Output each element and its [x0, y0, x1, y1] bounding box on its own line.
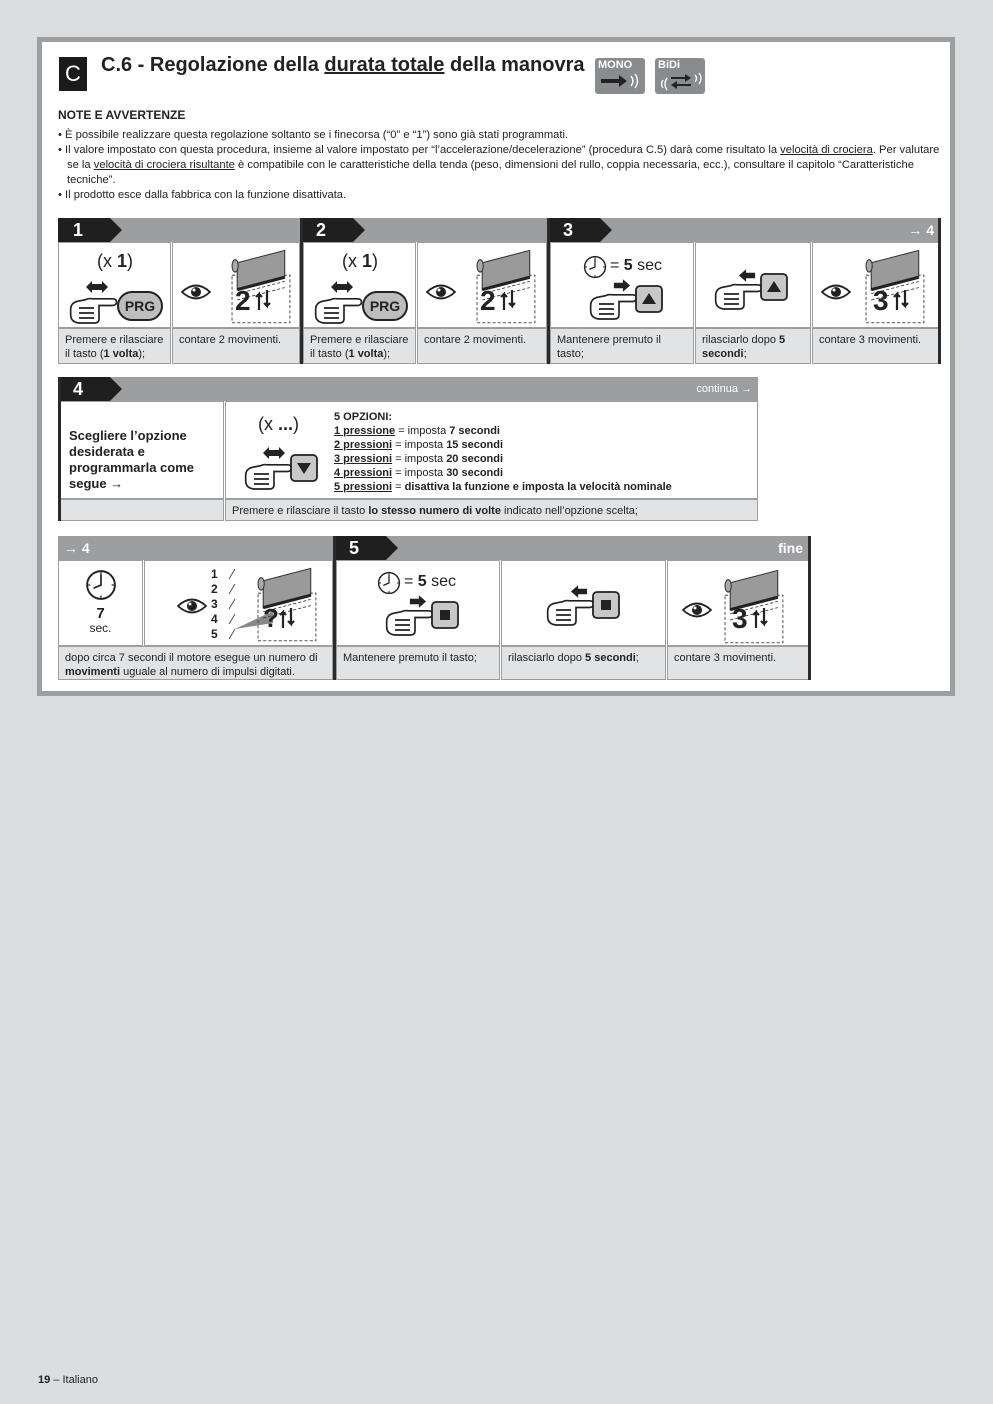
step-3-count-caption: contare 3 movimenti.	[812, 328, 940, 364]
step-5-count-caption: contare 3 movimenti.	[667, 646, 809, 680]
step-1-count-cell	[172, 242, 300, 328]
wait-7-seconds-cell	[58, 560, 143, 646]
continue-label: continua →	[696, 383, 752, 395]
prg-button: PRG	[362, 291, 408, 321]
up-down-arrows-icon	[752, 607, 768, 629]
eye-icon	[682, 601, 712, 619]
step-5-number: 5	[334, 536, 386, 560]
step-2-press-cell	[303, 242, 416, 328]
step-1-header	[58, 218, 300, 242]
up-down-arrows-icon	[893, 289, 909, 311]
up-key-icon	[760, 273, 788, 301]
step-4-choose-cell	[58, 401, 224, 499]
step-2-header	[301, 218, 547, 242]
note-item: • È possibile realizzare questa regolazione soltanto se i finecorsa (“0” e “1”) sono già stati programmati.	[58, 128, 948, 143]
question-mark: ?	[263, 603, 279, 633]
goto-4-header: → 4	[58, 536, 333, 560]
step-3-header	[548, 218, 940, 242]
divider	[58, 377, 61, 521]
divider	[808, 536, 811, 680]
down-key-icon	[290, 454, 318, 482]
step-3-release-caption: rilasciarlo dopo 5 secondi;	[695, 328, 811, 364]
count-3: 3	[873, 285, 889, 316]
step-5-header	[334, 536, 809, 560]
clock-icon	[85, 569, 117, 601]
eye-icon	[177, 597, 207, 615]
clock-icon	[583, 255, 607, 279]
step-1-number: 1	[58, 218, 110, 242]
eye-icon	[181, 283, 211, 301]
five-seconds: = 5 sec	[404, 573, 457, 590]
hand-icon	[714, 277, 764, 311]
movement-count-list: 1 2 3 4 5	[211, 567, 218, 641]
wait-caption: dopo circa 7 secondi il motore esegue un numero di movimenti uguale al numero di impulsi digitati.	[58, 646, 333, 680]
count-2: 2	[480, 285, 496, 316]
hand-icon	[546, 593, 596, 627]
hand-icon	[314, 291, 364, 325]
step-5-release-caption: rilasciarlo dopo 5 secondi;	[501, 646, 666, 680]
step-4-options-cell	[225, 401, 758, 499]
step-4-number: 4	[58, 377, 110, 401]
step-4-header	[58, 377, 758, 401]
hand-icon	[589, 287, 639, 321]
step-5-release-cell	[501, 560, 666, 646]
step-1-press-cell	[58, 242, 171, 328]
end-label: fine	[778, 540, 803, 556]
option-1: 1 pressione = imposta 7 secondi	[334, 425, 500, 437]
option-4: 4 pressioni = imposta 30 secondi	[334, 467, 504, 479]
goto-step-4: → 4	[908, 222, 934, 238]
times-n: (x ...)	[258, 414, 300, 434]
count-movements-cell	[144, 560, 333, 646]
note-item: • Il prodotto esce dalla fabbrica con la funzione disattivata.	[58, 188, 948, 203]
five-seconds: = 5 sec	[610, 257, 663, 274]
option-2: 2 pressioni = imposta 15 secondi	[334, 439, 504, 451]
mono-signal-icon	[599, 72, 641, 90]
hand-icon	[69, 291, 119, 325]
notes-title: NOTE E AVVERTENZE	[58, 108, 186, 122]
eye-icon	[426, 283, 456, 301]
seven-value: 7	[96, 605, 105, 622]
times-one: (x 1)	[97, 251, 134, 271]
choose-option-text: Scegliere l’opzione desiderata e programmarla come segue →	[69, 428, 194, 491]
option-5: 5 pressioni = disattiva la funzione e imposta la velocità nominale	[334, 481, 672, 493]
bidi-signal-icon	[659, 72, 703, 92]
notes-list	[58, 128, 948, 203]
section-frame	[37, 37, 955, 696]
options-title: 5 OPZIONI:	[334, 411, 393, 423]
step-5-hold-caption: Mantenere premuto il tasto;	[336, 646, 500, 680]
step-1-count-caption: contare 2 movimenti.	[172, 328, 300, 364]
step-4-caption: Premere e rilasciare il tasto lo stesso numero di volte indicato nell’opzione scelta;	[225, 499, 758, 521]
up-down-arrows-icon	[500, 289, 516, 311]
step-3-hold-caption: Mantenere premuto il tasto;	[550, 328, 694, 364]
up-down-arrows-icon	[255, 289, 271, 311]
page-footer: 19 – Italiano	[38, 1374, 98, 1386]
bidi-badge: BiDi	[655, 58, 705, 94]
step-2-number: 2	[301, 218, 353, 242]
stop-key-icon	[592, 591, 620, 619]
step-3-hold-cell	[550, 242, 694, 328]
count-3: 3	[732, 603, 748, 634]
step-3-release-cell	[695, 242, 811, 328]
stop-key-icon	[431, 601, 459, 629]
step-5-count-cell	[667, 560, 809, 646]
option-3: 3 pressioni = imposta 20 secondi	[334, 453, 504, 465]
divider	[938, 218, 941, 364]
step-2-count-cell	[417, 242, 547, 328]
prg-button: PRG	[117, 291, 163, 321]
eye-icon	[821, 283, 851, 301]
up-key-icon	[635, 285, 663, 313]
times-one: (x 1)	[342, 251, 379, 271]
section-title: C.6 - Regolazione della durata totale della manovra	[101, 54, 585, 76]
note-item: • Il valore impostato con questa procedura, insieme al valore impostato per “l’accelerazione/decelerazione” (procedura C.5) darà come risultato la velocità di crociera. Per valutare se la velocità di crociera risultante è compatibile con le caratteristiche della tenda (peso, dimensioni del rullo, coppia necessaria, ecc.), consultare il capitolo “Caratteristiche tecniche”.	[58, 143, 948, 188]
step-2-count-caption: contare 2 movimenti.	[417, 328, 547, 364]
section-letter: C	[59, 57, 87, 91]
hand-icon	[244, 457, 294, 491]
step-1-caption: Premere e rilasciare il tasto (1 volta);	[58, 328, 171, 364]
seconds-unit: sec.	[89, 621, 112, 635]
mono-badge: MONO	[595, 58, 645, 94]
hand-icon	[385, 603, 435, 637]
step-3-number: 3	[548, 218, 600, 242]
clock-icon	[377, 571, 401, 595]
step-5-hold-cell	[336, 560, 500, 646]
step-2-caption: Premere e rilasciare il tasto (1 volta);	[303, 328, 416, 364]
step-3-count-cell	[812, 242, 940, 328]
up-down-arrows-icon	[279, 607, 295, 629]
step-4-caption-blank	[58, 499, 224, 521]
count-2: 2	[235, 285, 251, 316]
